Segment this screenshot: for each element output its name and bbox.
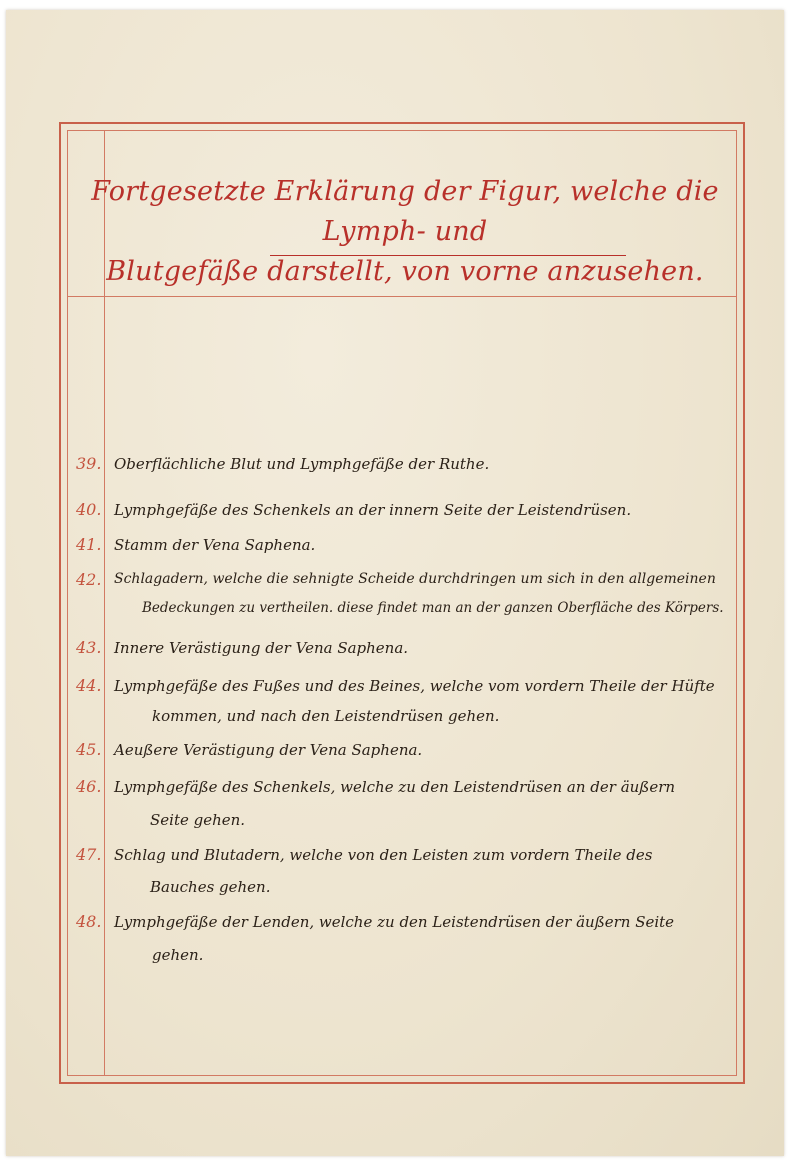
entry-number: 46. [76,777,102,796]
entry-text: Schlagadern, welche die sehnigte Scheide durchdringen um sich in den allgemeinen [114,571,716,587]
entry-text: Lymphgefäße des Schenkels, welche zu den Leistendrüsen an der äußern [114,778,676,796]
entry-text: Lymphgefäße des Schenkels an der innern Seite der Leistendrüsen. [114,501,632,519]
entry-text-continuation: kommen, und nach den Leistendrüsen gehen. [152,707,500,725]
entry-text-continuation: Bedeckungen zu vertheilen. diese findet man an der ganzen Oberfläche des Körpers. [142,600,724,616]
title-line-2: Blutgefäße darstellt, von vorne anzusehen. [106,256,704,287]
entry-number: 39. [76,454,102,473]
entry-number: 43. [76,638,102,657]
entry-number: 48. [76,912,102,931]
entry-text-continuation: gehen. [152,946,204,964]
entry-text: Innere Verästigung der Vena Saphena. [114,639,409,657]
entry-text: Schlag und Blutadern, welche von den Leisten zum vordern Theile des [114,846,653,864]
title-line-1: Fortgesetzte Erklärung der Figur, welche die Lymph- und [91,176,719,247]
entry-number: 47. [76,845,102,864]
entry-text: Stamm der Vena Saphena. [114,536,316,554]
entry-text: Lymphgefäße des Fußes und des Beines, welche vom vordern Theile der Hüfte [114,677,715,695]
entry-number: 42. [76,570,102,589]
entry-text: Lymphgefäße der Lenden, welche zu den Leistendrüsen der äußern Seite [114,913,675,931]
entry-text: Aeußere Verästigung der Vena Saphena. [114,741,423,759]
entry-text: Oberflächliche Blut und Lymphgefäße der Ruthe. [114,455,490,473]
entry-number: 44. [76,676,102,695]
entry-text-continuation: Bauches gehen. [150,878,271,896]
entry-number: 40. [76,500,102,519]
entry-number: 41. [76,535,102,554]
entry-text-continuation: Seite gehen. [150,811,246,829]
entry-number: 45. [76,740,102,759]
